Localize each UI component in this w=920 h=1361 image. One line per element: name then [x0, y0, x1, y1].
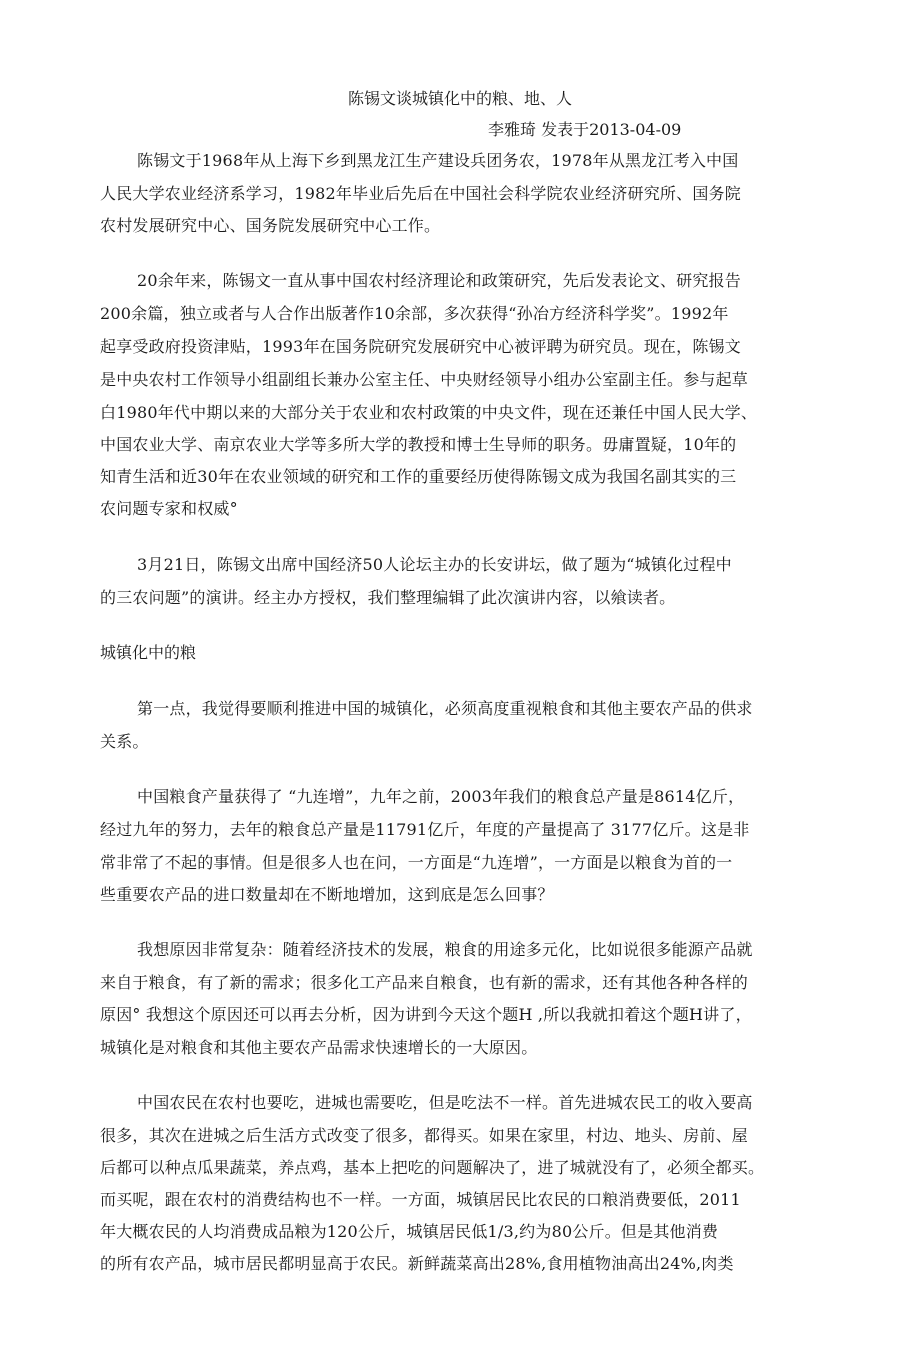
paragraph-line: 第一点，我觉得要顺利推进中国的城镇化，必须高度重视粮食和其他主要农产品的供求 — [137, 699, 753, 718]
paragraph-line: 3月21日，陈锡文出席中国经济50人论坛主办的长安讲坛，做了题为“城镇化过程中 — [137, 555, 732, 574]
paragraph-line: 农问题专家和权威° — [100, 499, 238, 518]
paragraph-line: 的三农问题”的演讲。经主办方授权，我们整理编辑了此次演讲内容，以飨读者。 — [100, 588, 676, 607]
article-title: 陈锡文谈城镇化中的粮、地、人 — [347, 89, 572, 108]
paragraph-line: 中国粮食产量获得了 “九连增”，九年之前，2003年我们的粮食总产量是8614亿斤， — [137, 787, 745, 806]
paragraph-line: 原因° 我想这个原因还可以再去分析，因为讲到今天这个题H ,所以我就扣着这个题H讲了， — [100, 1005, 752, 1024]
paragraph-line: 是中央农村工作领导小组副组长兼办公室主任、中央财经领导小组办公室副主任。参与起草 — [100, 370, 749, 389]
paragraph-line: 年大概农民的人均消费成品粮为120公斤，城镇居民低1/3,约为80公斤。但是其他消费 — [100, 1222, 719, 1241]
paragraph-line: 中国农业大学、南京农业大学等多所大学的教授和博士生导师的职务。毋庸置疑，10年的 — [100, 435, 737, 454]
paragraph-line: 200余篇，独立或者与人合作出版著作10余部，多次获得“孙冶方经济科学奖”。1992年 — [100, 304, 729, 323]
paragraph-line: 知青生活和近30年在农业领域的研究和工作的重要经历使得陈锡文成为我国名副其实的三 — [100, 467, 737, 486]
paragraph-line: 来自于粮食，有了新的需求；很多化工产品来自粮食，也有新的需求，还有其他各种各样的 — [100, 973, 749, 992]
paragraph-line: 起享受政府投资津贴，1993年在国务院研究发展研究中心被评聘为研究员。现在，陈锡文 — [100, 337, 741, 356]
paragraph-line: 关系。 — [100, 732, 149, 751]
paragraph-line: 些重要农产品的进口数量却在不断地增加，这到底是怎么回事？ — [100, 885, 554, 904]
paragraph-line: 人民大学农业经济系学习，1982年毕业后先后在中国社会科学院农业经济研究所、国务院 — [100, 184, 741, 203]
article-byline: 李雅琦 发表于2013-04-09 — [488, 120, 682, 139]
paragraph-line: 白1980年代中期以来的大部分关于农业和农村政策的中央文件，现在还兼任中国人民大学、 — [100, 403, 758, 422]
paragraph-line: 城镇化是对粮食和其他主要农产品需求快速增长的一大原因。 — [100, 1038, 538, 1057]
paragraph-line: 很多，其次在进城之后生活方式改变了很多，都得买。如果在家里，村边、地头、房前、屋 — [100, 1126, 749, 1145]
paragraph-line: 后都可以种点瓜果蔬菜，养点鸡，基本上把吃的问题解决了，进了城就没有了，必须全都买。 — [100, 1158, 765, 1177]
paragraph-line: 而买呢，跟在农村的消费结构也不一样。一方面，城镇居民比农民的口粮消费要低，2011 — [100, 1190, 741, 1209]
paragraph-line: 经过九年的努力，去年的粮食总产量是11791亿斤，年度的产量提高了 3177亿斤。这是非 — [100, 820, 750, 839]
paragraph-line: 常非常了不起的事情。但是很多人也在问，一方面是“九连增”，一方面是以粮食为首的一 — [100, 853, 733, 872]
paragraph-line: 陈锡文于1968年从上海下乡到黑龙江生产建设兵团务农，1978年从黑龙江考入中国 — [137, 151, 739, 170]
paragraph-line: 20余年来，陈锡文一直从事中国农村经济理论和政策研究，先后发表论文、研究报告 — [137, 271, 741, 290]
section-heading: 城镇化中的粮 — [100, 643, 197, 662]
paragraph-line: 我想原因非常复杂：随着经济技术的发展，粮食的用途多元化，比如说很多能源产品就 — [137, 940, 753, 959]
paragraph-line: 农村发展研究中心、国务院发展研究中心工作。 — [100, 216, 441, 235]
paragraph-line: 中国农民在农村也要吃，进城也需要吃，但是吃法不一样。首先进城农民工的收入要高 — [137, 1093, 753, 1112]
paragraph-line: 的所有农产品，城市居民都明显高于农民。新鲜蔬菜高出28%,食用植物油高出24%,肉类 — [100, 1254, 734, 1273]
